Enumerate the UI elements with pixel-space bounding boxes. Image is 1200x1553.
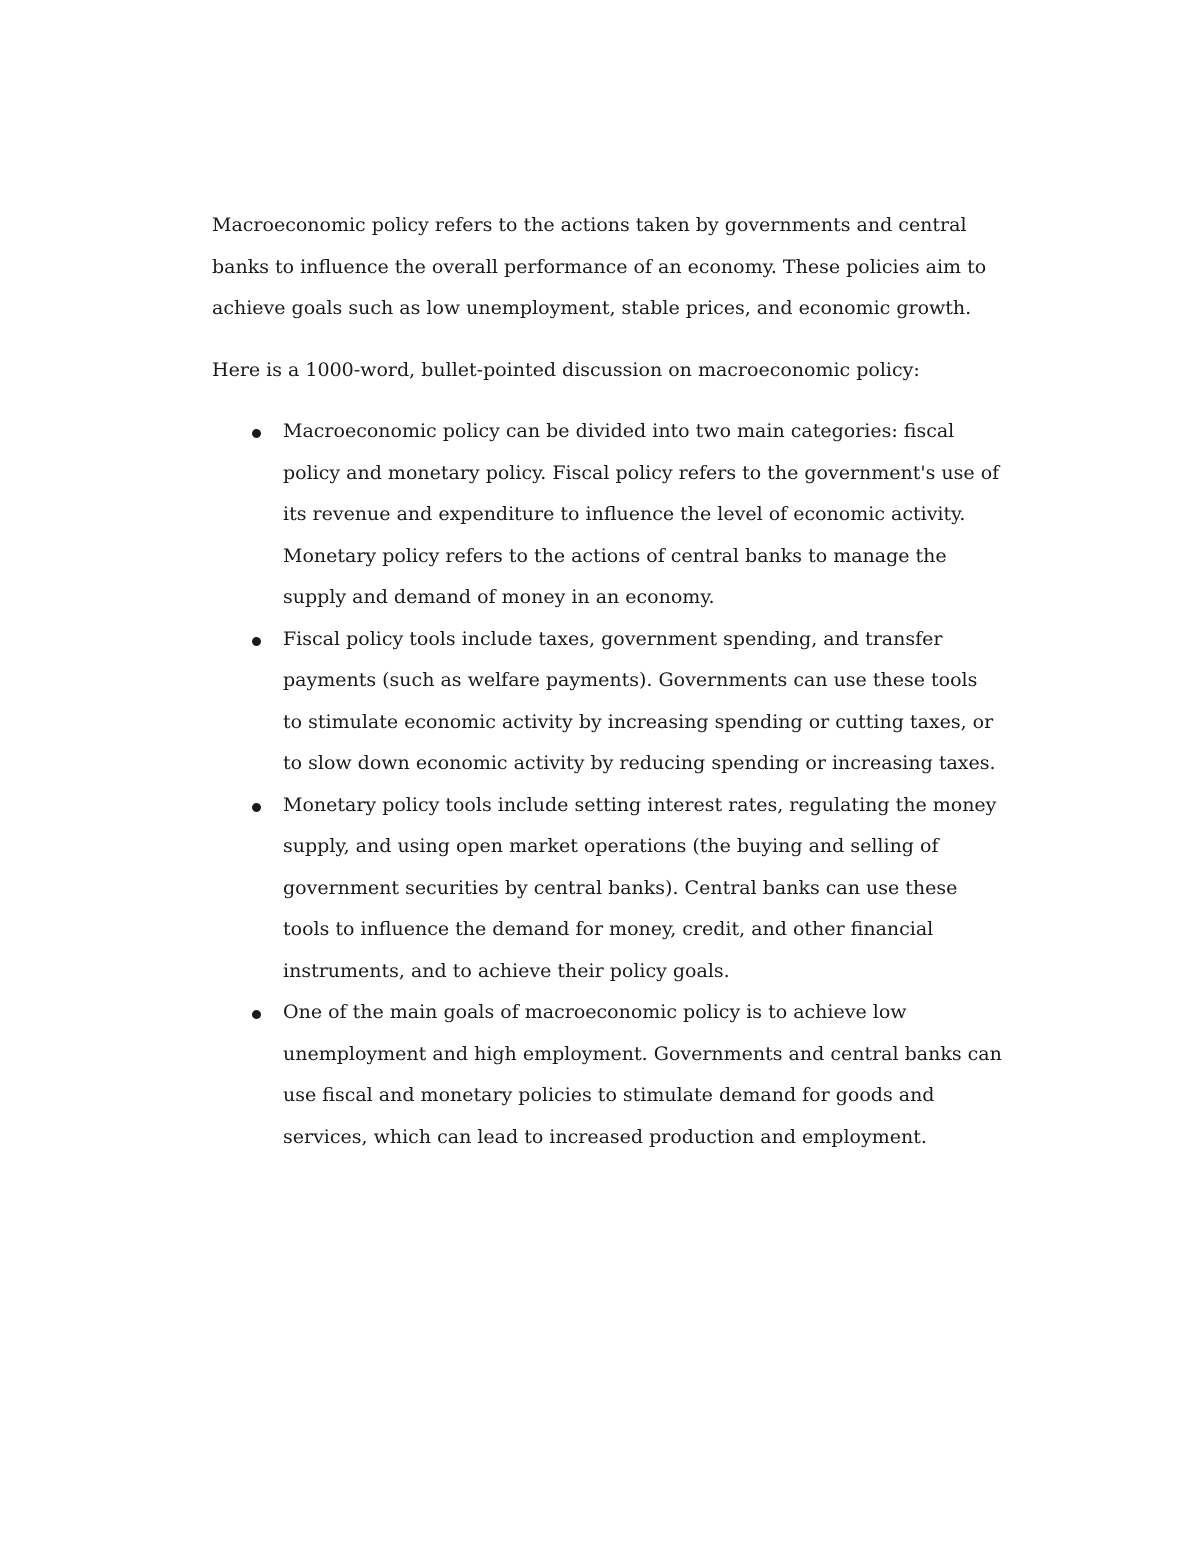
document-body	[212, 205, 1002, 1158]
list-item-text: Macroeconomic policy can be divided into two main categories: fiscal policy and monetary policy. Fiscal policy refers to the government's use of its revenue and expenditure to influence the level of economic activity. Monetary policy refers to the actions of central banks to manage the supply and demand of money in an economy.	[283, 420, 1000, 608]
intro-paragraph: Macroeconomic policy refers to the actions taken by governments and central banks to influence the overall performance of an economy. These policies aim to achieve goals such as low unemployment, stable prices, and economic growth.	[212, 214, 987, 319]
bullet-icon	[252, 637, 261, 646]
bullet-icon	[252, 803, 261, 812]
list-item	[212, 785, 1002, 993]
bullet-list	[212, 411, 1002, 1158]
lead-paragraph: Here is a 1000-word, bullet-pointed discussion on macroeconomic policy:	[212, 358, 920, 381]
list-item	[212, 619, 1002, 785]
bullet-icon	[252, 429, 261, 438]
list-item-text: Fiscal policy tools include taxes, government spending, and transfer payments (such as welfare payments). Governments can use these tools to stimulate economic activity by increasing spending or cutting taxes, or to slow down economic activity by reducing spending or increasing taxes.	[283, 627, 996, 774]
list-item-text: Monetary policy tools include setting interest rates, regulating the money supply, and using open market operations (the buying and selling of government securities by central banks). Central banks can use these tools to influence the demand for money, credit, and other financial instruments, and to achieve their policy goals.	[283, 793, 997, 982]
list-item-text: One of the main goals of macroeconomic policy is to achieve low unemployment and high employment. Governments and central banks can use fiscal and monetary policies to stimulate demand for goods and services, which can lead to increased production and employment.	[283, 1001, 1002, 1148]
list-item	[212, 992, 1002, 1158]
bullet-icon	[252, 1010, 261, 1019]
list-item	[212, 411, 1002, 619]
